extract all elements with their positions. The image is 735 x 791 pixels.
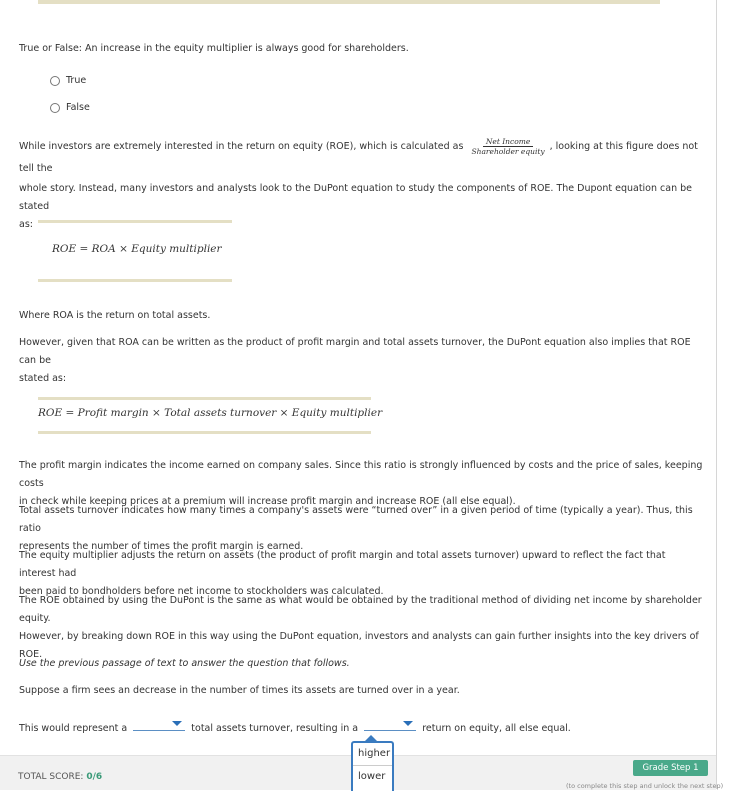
intro-line3: as: bbox=[19, 219, 33, 230]
turnover-select[interactable] bbox=[133, 718, 185, 731]
radio-true[interactable] bbox=[50, 75, 86, 86]
radio-circle-icon[interactable] bbox=[50, 76, 60, 86]
radio-true-label: True bbox=[66, 75, 87, 86]
intro-part1: While investors are extremely interested in the return on equity (ROE), which is calculated as bbox=[19, 141, 464, 152]
chevron-down-icon[interactable] bbox=[172, 721, 182, 726]
grade-hint: (to complete this step and unlock the next step) bbox=[566, 782, 724, 790]
however-line1: However, given that ROA can be written as the product of profit margin and total assets turnover, the DuPont equation also implies that ROE can be bbox=[19, 337, 691, 366]
grade-step-button[interactable]: Grade Step 1 bbox=[633, 760, 708, 776]
score-label: TOTAL SCORE: bbox=[18, 772, 84, 782]
fill-in-sentence bbox=[19, 718, 703, 738]
intro-line2: whole story. Instead, many investors and analysts look to the DuPont equation to study the components of ROE. The Dupont equation can be stated bbox=[19, 183, 692, 212]
em-line1: The equity multiplier adjusts the return on assets (the product of profit margin and total assets turnover) upward to reflect the fact that interest had bbox=[19, 550, 666, 579]
roa-definition: Where ROA is the return on total assets. bbox=[19, 310, 211, 321]
pm-line2: in check while keeping prices at a premium will increase profit margin and increase ROE (all else equal). bbox=[19, 496, 516, 507]
however-paragraph bbox=[19, 334, 703, 388]
tat-line2: represents the number of times the profit margin is earned. bbox=[19, 541, 304, 552]
roe-paragraph bbox=[19, 592, 703, 664]
em-line2: been paid to bondholders before net income to stockholders was calculated. bbox=[19, 586, 384, 597]
radio-circle-icon[interactable] bbox=[50, 103, 60, 113]
pm-line1: The profit margin indicates the income earned on company sales. Since this ratio is strongly influenced by costs and the price of sales, keeping costs bbox=[19, 460, 703, 489]
scenario-text: Suppose a firm sees an decrease in the number of times its assets are turned over in a year. bbox=[19, 685, 460, 696]
roe-dropdown-menu bbox=[351, 741, 394, 791]
roe-line1: The ROE obtained by using the DuPont is the same as what would be obtained by the traditional method of dividing net income by shareholder equity. bbox=[19, 595, 702, 624]
top-divider bbox=[38, 0, 660, 4]
roe-fraction bbox=[468, 137, 547, 156]
fraction-numerator: Net Income bbox=[483, 137, 533, 147]
chevron-down-icon[interactable] bbox=[403, 721, 413, 726]
tat-line1: Total assets turnover indicates how many times a company's assets were “turned over” in a given period of time (typically a year). Thus, this ratio bbox=[19, 505, 693, 534]
dropdown-option-higher[interactable]: higher bbox=[358, 748, 391, 759]
sentence-part1: This would represent a bbox=[19, 723, 128, 734]
however-line2: stated as: bbox=[19, 373, 67, 384]
equation-dupont: ROE = Profit margin × Total assets turnover × Equity multiplier bbox=[38, 407, 383, 419]
sentence-part2: total assets turnover, resulting in a bbox=[191, 723, 359, 734]
fraction-denominator: Shareholder equity bbox=[471, 147, 545, 156]
dropdown-option-lower[interactable]: lower bbox=[353, 765, 392, 788]
roe-select[interactable] bbox=[364, 718, 416, 731]
instruction-text: Use the previous passage of text to answer the question that follows. bbox=[19, 658, 350, 669]
caret-up-icon bbox=[365, 735, 377, 741]
equation-roe-roa: ROE = ROA × Equity multiplier bbox=[52, 243, 222, 255]
score-value: 0/6 bbox=[86, 772, 103, 782]
total-score bbox=[18, 772, 102, 782]
roe-line2: However, by breaking down ROE in this way using the DuPont equation, investors and analysts can gain further insights into the key drivers of ROE. bbox=[19, 631, 699, 660]
radio-false-label: False bbox=[66, 102, 90, 113]
q1-question: True or False: An increase in the equity multiplier is always good for shareholders. bbox=[19, 43, 409, 54]
radio-false[interactable] bbox=[50, 102, 90, 113]
intro-part2: , looking at this figure does not tell the bbox=[19, 141, 698, 174]
sentence-part3: return on equity, all else equal. bbox=[422, 723, 571, 734]
